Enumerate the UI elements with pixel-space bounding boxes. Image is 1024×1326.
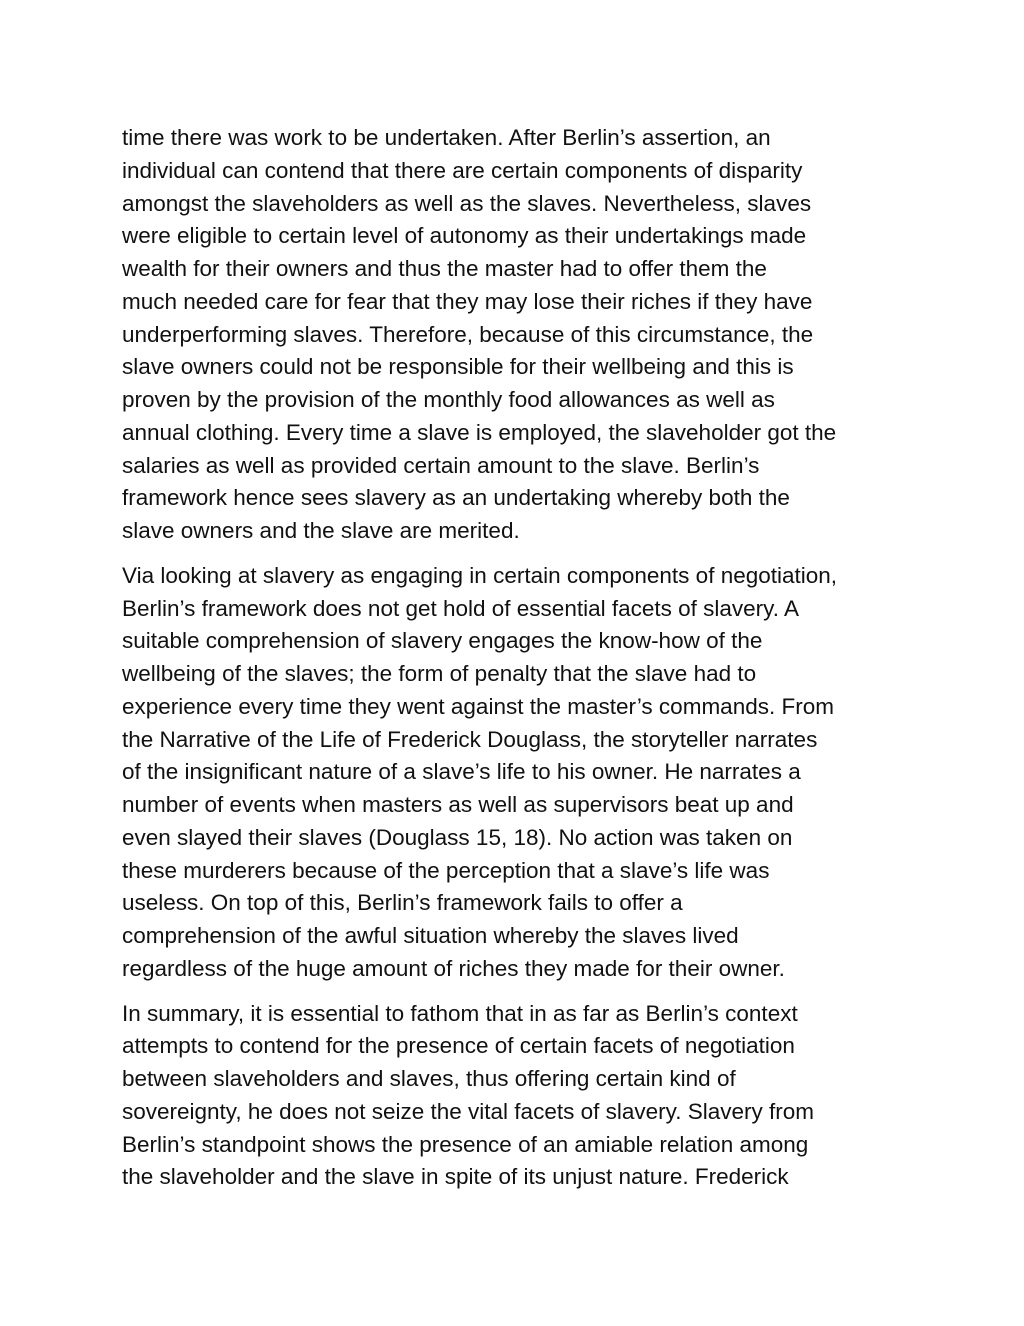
text-line: between slaveholders and slaves, thus offering certain kind of xyxy=(122,1066,736,1091)
text-line: comprehension of the awful situation whereby the slaves lived xyxy=(122,923,739,948)
text-line: wealth for their owners and thus the master had to offer them the xyxy=(122,256,767,281)
text-line: Berlin’s framework does not get hold of essential facets of slavery. A xyxy=(122,595,800,621)
text-line: these murderers because of the perception that a slave’s life was xyxy=(122,857,770,883)
body-text xyxy=(122,122,912,1206)
text-line: useless. On top of this, Berlin’s framework fails to offer a xyxy=(122,890,683,916)
text-line: Berlin’s standpoint shows the presence of an amiable relation among xyxy=(122,1131,809,1157)
text-line: slave owners could not be responsible for their wellbeing and this is xyxy=(122,354,794,380)
text-line: sovereignty, he does not seize the vital facets of slavery. Slavery from xyxy=(122,1098,814,1124)
text-line: much needed care for fear that they may lose their riches if they have xyxy=(122,288,813,314)
text-line: Via looking at slavery as engaging in certain components of negotiation, xyxy=(122,562,838,588)
text-line: individual can contend that there are certain components of disparity xyxy=(122,157,803,183)
text-line: annual clothing. Every time a slave is employed, the slaveholder got the xyxy=(122,419,837,445)
text-line: In summary, it is essential to fathom that in as far as Berlin’s context xyxy=(122,1000,798,1026)
paragraph-2 xyxy=(122,560,912,986)
text-line: salaries as well as provided certain amount to the slave. Berlin’s xyxy=(122,452,760,478)
paragraph-3 xyxy=(122,998,912,1195)
text-line: suitable comprehension of slavery engages the know-how of the xyxy=(122,628,763,654)
text-line: the slaveholder and the slave in spite of its unjust nature. Frederick xyxy=(122,1164,789,1190)
text-line: even slayed their slaves (Douglass 15, 18). No action was taken on xyxy=(122,824,793,850)
text-line: were eligible to certain level of autonomy as their undertakings made xyxy=(122,223,807,249)
text-line: regardless of the huge amount of riches they made for their owner. xyxy=(122,955,785,981)
text-line: amongst the slaveholders as well as the slaves. Nevertheless, slaves xyxy=(122,190,812,216)
text-line: slave owners and the slave are merited. xyxy=(122,518,520,543)
text-line: attempts to contend for the presence of certain facets of negotiation xyxy=(122,1033,795,1059)
text-line: time there was work to be undertaken. After Berlin’s assertion, an xyxy=(122,125,771,150)
text-line: proven by the provision of the monthly food allowances as well as xyxy=(122,387,775,412)
text-line: number of events when masters as well as supervisors beat up and xyxy=(122,792,794,817)
text-line: of the insignificant nature of a slave’s life to his owner. He narrates a xyxy=(122,759,801,785)
text-line: the Narrative of the Life of Frederick Douglass, the storyteller narrates xyxy=(122,726,818,752)
text-line: experience every time they went against the master’s commands. From xyxy=(122,693,834,719)
text-line: underperforming slaves. Therefore, because of this circumstance, the xyxy=(122,321,814,347)
text-line: wellbeing of the slaves; the form of penalty that the slave had to xyxy=(122,661,757,686)
paragraph-1 xyxy=(122,122,912,548)
text-line: framework hence sees slavery as an undertaking whereby both the xyxy=(122,485,790,511)
